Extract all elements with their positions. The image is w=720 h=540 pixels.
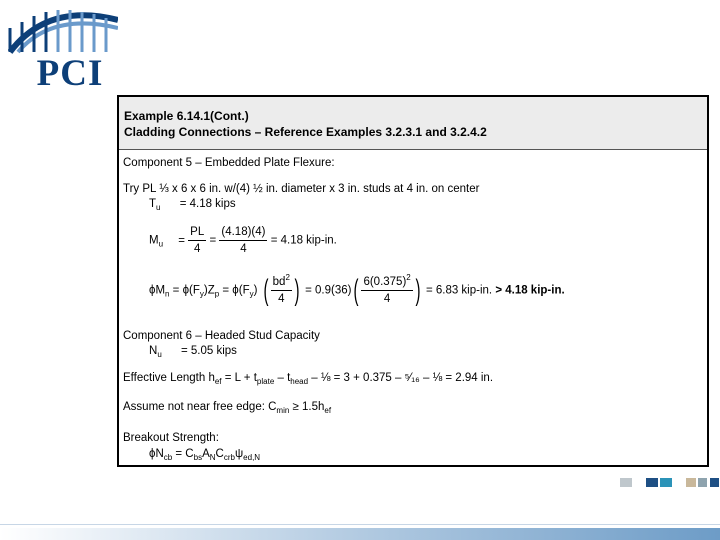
phimn-part4: ) bbox=[253, 284, 258, 297]
tu-symbol: T bbox=[149, 198, 157, 210]
phimn-part2: )Z bbox=[203, 284, 215, 297]
phincb-equation bbox=[149, 447, 260, 461]
mu-equals: = bbox=[178, 234, 185, 247]
assume-part-a: Assume not near free edge: C bbox=[123, 401, 277, 413]
phimn-sub-p: p bbox=[214, 289, 220, 299]
assume-sub-ef: ef bbox=[324, 406, 332, 415]
phimn-fraction-values bbox=[361, 275, 412, 306]
phincb-part-a: ϕN bbox=[149, 448, 164, 460]
footer-square-6 bbox=[710, 478, 719, 487]
footer-square-5 bbox=[698, 478, 707, 487]
phimn-comparison: > 4.18 kip-in. bbox=[495, 284, 565, 297]
component6-heading: Component 6 – Headed Stud Capacity bbox=[123, 330, 320, 342]
example-subtitle: Cladding Connections – Reference Examples 3.2.3.1 and 3.2.4.2 bbox=[124, 125, 487, 139]
footer-band bbox=[0, 528, 720, 540]
phimn-frac2-den: 4 bbox=[383, 293, 391, 305]
footer-square-1 bbox=[620, 478, 632, 487]
mu-fraction-values bbox=[219, 225, 267, 256]
phimn-equation bbox=[149, 275, 565, 306]
phimn-part3: = ϕ(F bbox=[219, 284, 250, 297]
paren-open-2: ( bbox=[353, 273, 359, 307]
tu-subscript: u bbox=[156, 203, 161, 212]
paren-close-2: ) bbox=[415, 273, 421, 307]
mu-symbol: M bbox=[149, 234, 159, 247]
mu-equation: $M_u$ = $\frac{PL}{4}$ = $\frac{(4.18)(4)}{4}$ = 4.18 kip-in. bbox=[149, 226, 337, 255]
phimn-frac1-den: 4 bbox=[278, 293, 285, 305]
mu-frac2-num: (4.18)(4) bbox=[219, 225, 267, 241]
paren-open-1: ( bbox=[263, 273, 269, 307]
footer-square-2 bbox=[646, 478, 658, 487]
paren-close-1: ) bbox=[294, 273, 300, 307]
eff-sub-ef: ef bbox=[214, 377, 222, 386]
phincb-part-d: C bbox=[215, 448, 224, 460]
example-title: Example 6.14.1(Cont.) bbox=[124, 109, 249, 123]
phimn-sub-y2: y bbox=[249, 289, 254, 299]
example-content bbox=[119, 97, 707, 465]
mu-subscript: u bbox=[158, 239, 164, 249]
phimn-fraction-bd2 bbox=[271, 275, 292, 306]
logo-text: PCI bbox=[36, 53, 104, 94]
phimn-part1: = ϕ(F bbox=[169, 284, 200, 297]
effective-length-line bbox=[123, 371, 493, 385]
eff-part-c: – t bbox=[274, 372, 291, 384]
mu-fraction-pl bbox=[188, 225, 206, 256]
phincb-sub-n: N bbox=[209, 453, 216, 462]
phimn-part5: = 0.9(36) bbox=[301, 284, 352, 297]
example-frame bbox=[117, 95, 709, 467]
eff-part-a: Effective Length h bbox=[123, 372, 215, 384]
mu-result: = 4.18 kip-in. bbox=[270, 234, 337, 247]
phincb-sub-cb: cb bbox=[163, 453, 173, 462]
mu-frac1-num: PL bbox=[188, 225, 206, 241]
nu-line bbox=[149, 344, 237, 358]
phimn-sub-n: n bbox=[165, 289, 170, 299]
phincb-part-b: = C bbox=[172, 448, 194, 460]
mu-frac1-den: 4 bbox=[194, 243, 201, 255]
eff-part-d: – ⅛ = 3 + 0.375 – ⁵⁄₁₆ – ⅛ = 2.94 in. bbox=[308, 372, 494, 384]
tu-value: = 4.18 kips bbox=[179, 198, 236, 210]
assume-part-b: ≥ 1.5h bbox=[289, 401, 325, 413]
mu-frac2-den: 4 bbox=[240, 243, 247, 255]
nu-symbol: N bbox=[149, 345, 158, 357]
pci-logo bbox=[8, 6, 118, 96]
assume-line bbox=[123, 400, 331, 414]
phincb-part-e: ψ bbox=[234, 448, 244, 460]
footer-line bbox=[0, 524, 720, 525]
phimn-result: = 6.83 kip-in. bbox=[422, 284, 496, 297]
tu-line bbox=[149, 197, 236, 211]
eff-sub-head: head bbox=[290, 377, 309, 386]
phimn-frac1-sup: 2 bbox=[285, 273, 290, 282]
phimn-frac1-num: bd bbox=[272, 276, 286, 288]
phimn-sub-y1: y bbox=[199, 289, 204, 299]
phimn-frac2-num: 6(0.375) bbox=[363, 276, 407, 288]
nu-subscript: u bbox=[157, 350, 162, 359]
phincb-part-c: A bbox=[202, 448, 210, 460]
footer-square-4 bbox=[686, 478, 696, 487]
component5-heading: Component 5 – Embedded Plate Flexure: bbox=[123, 157, 335, 169]
nu-value: = 5.05 kips bbox=[180, 345, 237, 357]
phincb-sub-crb: crb bbox=[223, 453, 235, 462]
footer-square-3 bbox=[660, 478, 672, 487]
phincb-sub-edn: ed,N bbox=[243, 453, 261, 462]
phimn-frac2-sup: 2 bbox=[406, 273, 411, 282]
try-plate-line: Try PL ⅓ x 6 x 6 in. w/(4) ½ in. diameter x 3 in. studs at 4 in. on center bbox=[123, 183, 480, 195]
eff-part-b: = L + t bbox=[221, 372, 257, 384]
assume-sub-min: min bbox=[276, 406, 290, 415]
eff-sub-plate: plate bbox=[256, 377, 275, 386]
phincb-sub-bs: bs bbox=[193, 453, 203, 462]
phimn-lhs: ϕM bbox=[149, 284, 166, 297]
breakout-heading: Breakout Strength: bbox=[123, 432, 219, 444]
